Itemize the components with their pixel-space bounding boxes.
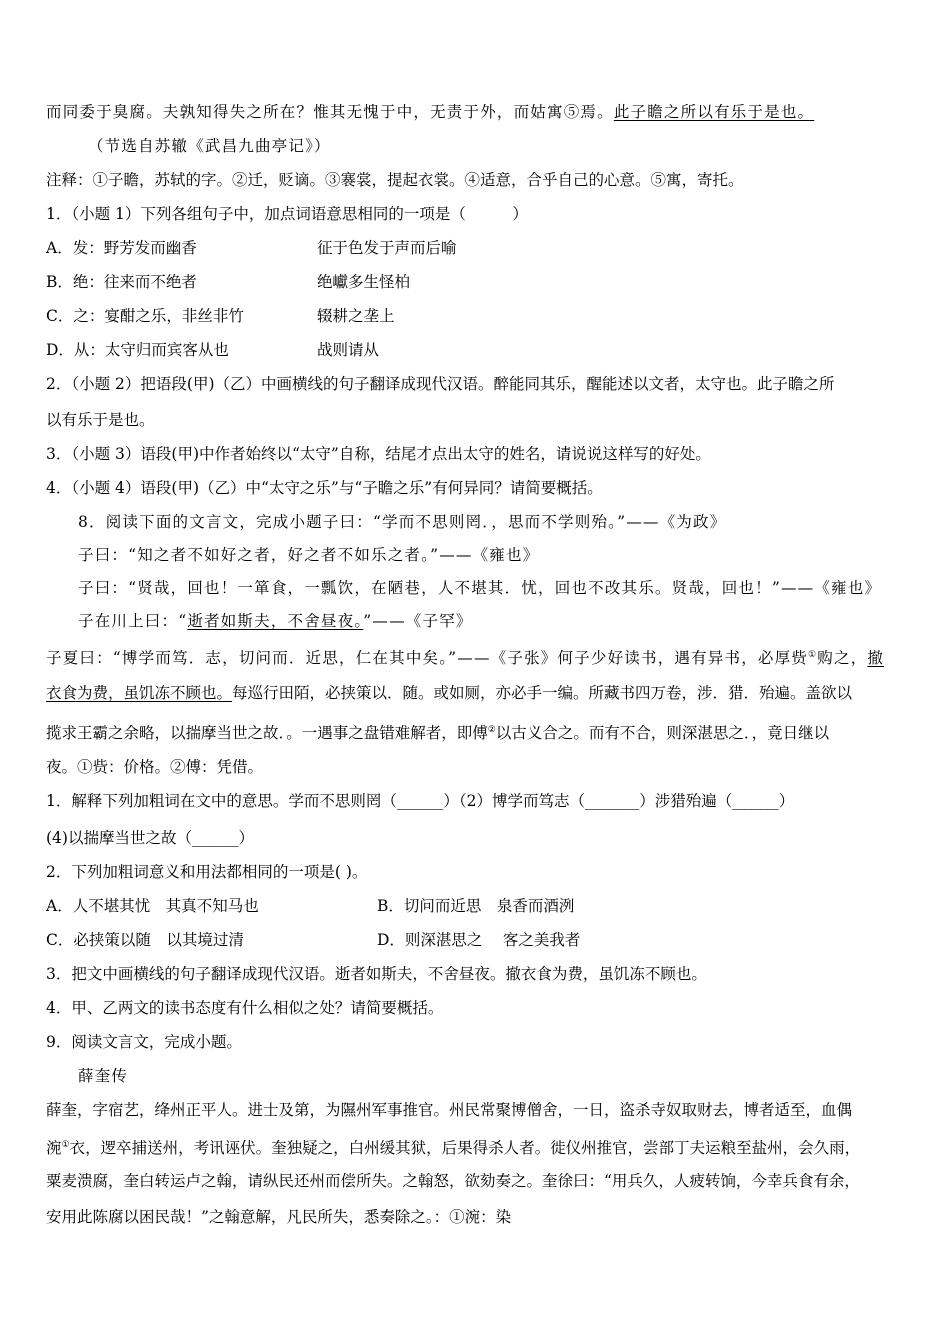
q7-option-d: D．从：太守归而宾客从也 — [46, 341, 229, 359]
underlined-sentence: 衣食为费，虽饥冻不顾也。 — [46, 684, 233, 702]
q8-question-1-line1: 1．解释下列加粗词在文中的意思。学而不思则罔（______）（2）博学而笃志（_______）涉猎殆遍（______） — [46, 792, 795, 810]
q8-question-3: 3．把文中画横线的句子翻译成现代汉语。逝者如斯夫，不舍昼夜。撤衣食为费，虽饥冻不顾也。 — [46, 965, 707, 983]
q7-question-1: 1．（小题 1）下列各组句子中，加点词语意思相同的一项是（ ） — [46, 205, 528, 223]
q8-question-4: 4．甲、乙两文的读书态度有什么相似之处？请简要概括。 — [46, 999, 444, 1017]
q9-para-line2: 涴①衣，逻卒捕送州，考讯诬伏。奎独疑之，白州缓其狱，后果得杀人者。徙仪州推官，尝部丁夫运粮至盐州，会久雨， — [46, 1139, 861, 1158]
q8-question-2: 2．下列加粗词意义和用法都相同的一项是( )。 — [46, 863, 368, 881]
q9-para-line1: 薛奎，字宿艺，绛州正平人。进士及第，为隰州军事推官。州民常聚博僧舍，一日，盗杀寺奴取财去，博者适至，血偶 — [46, 1101, 853, 1119]
q8-line-2: 子曰：“知之者不如好之者，好之者不如乐之者。”——《雍也》 — [78, 546, 540, 564]
q8-option-d: D．则深湛思之 客之美我者 — [377, 931, 581, 949]
q9-title: 薛奎传 — [78, 1067, 129, 1085]
q7-question-3: 3．（小题 3）语段(甲)中作者始终以“太守”自称，结尾才点出太守的姓名，请说说这样写的好处。 — [46, 445, 711, 463]
q7-option-a-b: 征于色发于声而后喻 — [317, 239, 457, 257]
underlined-sentence: 此子瞻之所以有乐于是也。 — [613, 103, 815, 121]
passage-last-line: 而同委于臭腐。夫孰知得失之所在？惟其无愧于中，无责于外，而姑寓⑤焉。此子瞻之所以有乐于是也。 — [46, 103, 815, 121]
q7-question-2-line2: 以有乐于是也。 — [46, 411, 155, 429]
q9-para-line3: 粟麦溃腐，奎白转运卢之翰，请纵民还州而偿所失。之翰怒，欲劾奏之。奎徐曰：“用兵久，人疲转饷，今幸兵食有余， — [46, 1172, 860, 1190]
q7-question-2-line1: 2．（小题 2）把语段(甲)（乙）中画横线的句子翻译成现代汉语。醉能同其乐，醒能述以文者，太守也。此子瞻之所 — [46, 375, 835, 393]
q8-option-c: C．必挟策以随 以其境过清 — [46, 931, 244, 949]
q8-line-4: 子在川上曰：“逝者如斯夫，不舍昼夜。”——《子罕》 — [78, 612, 473, 630]
q8-line-6: 衣食为费，虽饥冻不顾也。每巡行田陌，必挟策以．随。或如厕，亦必手一编。所藏书四万卷，涉．猎．殆遍。盖欲以 — [46, 684, 853, 702]
q8-option-a: A．人不堪其忧 其真不知马也 — [46, 897, 259, 915]
q8-line-1: 8．阅读下面的文言文，完成小题子曰：“学而不思则罔．，思而不学则殆。”——《为政》 — [78, 513, 727, 531]
q7-option-a: A．发：野芳发而幽香 — [46, 239, 197, 257]
q9-para-line4: 安用此陈腐以困民哉！”之翰意解，凡民所失，悉奏除之。：①涴：染 — [46, 1208, 512, 1226]
underlined-sentence: 逝者如斯夫，不舍昼夜。 — [187, 612, 364, 630]
q7-option-c: C．之：宴酣之乐，非丝非竹 — [46, 307, 244, 325]
q8-option-b: B．切问而近思 泉香而酒洌 — [377, 897, 575, 915]
q8-line-8: 夜。①赀：价格。②傅：凭借。 — [46, 758, 264, 776]
passage-notes: 注释：①子瞻，苏轼的字。②迁，贬谪。③褰裳，提起衣裳。④适意，合乎自己的心意。⑤寓，寄托。 — [46, 171, 744, 189]
q8-line-3: 子曰：“贤哉，回也！一箪食，一瓢饮，在陋巷，人不堪其．忧，回也不改其乐。贤哉，回也！”——《雍也》 — [78, 579, 882, 597]
q7-option-b-b: 绝巘多生怪柏 — [317, 273, 411, 291]
q7-option-d-b: 战则请从 — [317, 341, 380, 359]
q8-line-5: 子夏曰：“博学而笃．志，切问而．近思，仁在其中矣。”——《子张》何子少好读书，遇有异书，必厚赀①购之，撤 — [46, 649, 885, 668]
q7-option-b: B．绝：往来而不绝者 — [46, 273, 197, 291]
q7-question-4: 4．（小题 4）语段(甲)（乙）中“太守之乐”与“子瞻之乐”有何异同？请简要概括。 — [46, 479, 603, 497]
passage-source: （节选自苏辙《武昌九曲亭记》） — [88, 137, 331, 155]
q9-intro: 9．阅读文言文，完成小题。 — [46, 1033, 242, 1051]
q8-question-1-line2: (4)以揣摩当世之故（______） — [46, 829, 254, 847]
q8-line-7: 揽求王霸之余略，以揣摩当世之故．。一遇事之盘错难解者，即傅②以古义合之。而有不合，则深湛思之．，竟日继以 — [46, 724, 830, 743]
q7-option-c-b: 辍耕之垄上 — [317, 307, 395, 325]
